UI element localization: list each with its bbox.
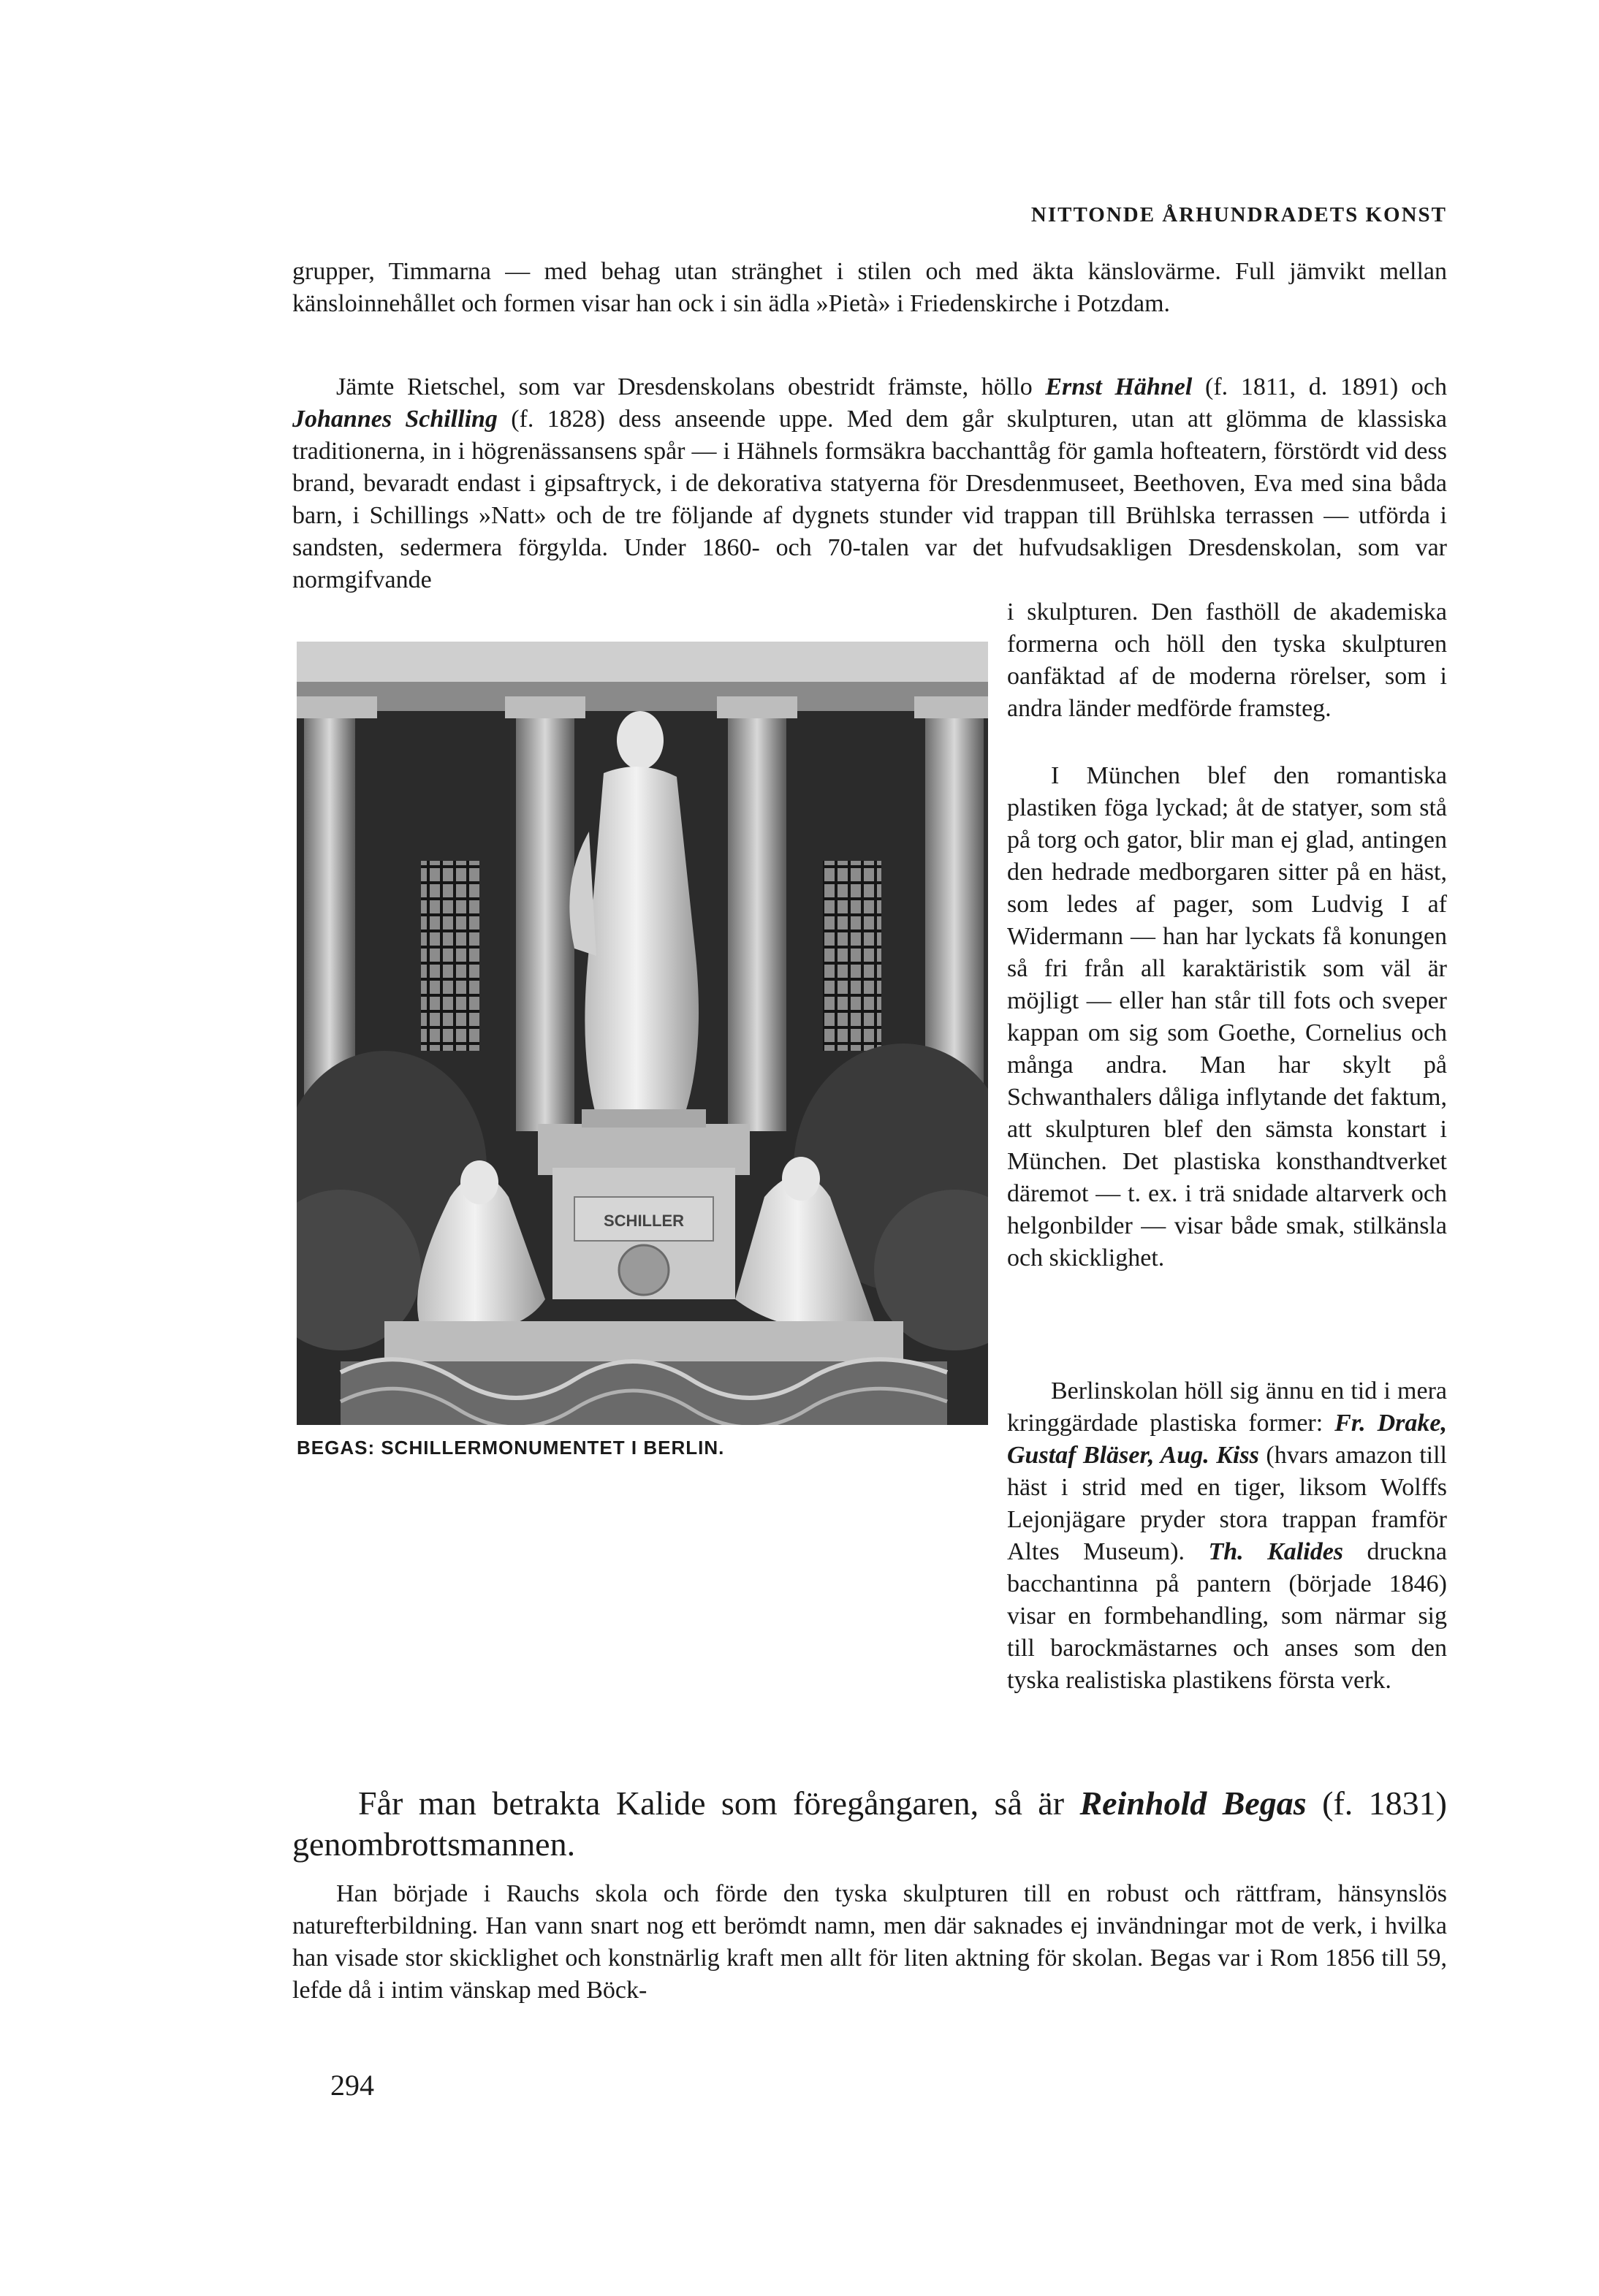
schiller-monument-photo [297, 642, 988, 1425]
names-berlin-sculptors: Fr. Drake, Gustaf Bläser, Aug. Kiss [1007, 1410, 1447, 1469]
name-ernst-hahnel: Ernst Hähnel [1045, 373, 1193, 400]
paragraph-munich: I München blef den romantiska plastiken föga lyckad; åt de statyer, som stå på torg och gator, blir man ej glad, antingen den hedrade medborgaren sitter på en häst, som ledes af pager, som Ludvig I af Widermann — han har lyckats få konungen så fri från all karaktäristik som väl är möjligt — eller han står till fots och sveper kappan om sig som Goethe, Cornelius och många andra. Man har skylt på Schwanthalers dåliga inflytande det faktum, att skulpturen blef den sämsta konstart i München. Det plastiska konsthandtverket däremot — t. ex. i trä snidade altarverk och helgonbilder — visar både smak, stilkänsla och skicklighet. [1007, 762, 1447, 1271]
name-th-kalides: Th. Kalides [1208, 1538, 1344, 1565]
paragraph-academic: i skulpturen. Den fasthöll de akademiska formerna och höll den tyska skulpturen oanfäktad af de moderna rörelser, som i andra länder medförde framsteg. [1007, 598, 1447, 722]
paragraph-dresden-school: Jämte Rietschel, som var Dresdenskolans obestridt främste, höllo Ernst Hähnel (f. 1811, d. 1891) och Johannes Schilling (f. 1828) dess anseende uppe. Med dem går skulpturen, utan att glömma de klassiska traditionerna, in i högrenässansens spår — i Hähnels formsäkra bacchanttåg för gamla hofteatern, förstördt vid dess brand, bevaradt endast i gipsaftryck, i de dekorativa statyerna för Dresdenmuseet, Beethoven, Eva med sina båda barn, i Schillings »Natt» och de tre följande af dygnets stunder vid trappan till Brühlska terrassen — utförda i sandsten, sedermera förgylda. Under 1860- och 70-talen var det hufvudsakligen Dresdenskolan, som var normgifvande [292, 373, 1447, 593]
plinth-inscription: SCHILLER [604, 1212, 684, 1230]
lead-sentence: Får man betrakta Kalide som föregångaren, så är Reinhold Begas (f. 1831) genombrottsmannen. [292, 1784, 1447, 1863]
figure-caption: BEGAS: SCHILLERMONUMENTET I BERLIN. [297, 1437, 725, 1459]
running-head: NITTONDE ÅRHUNDRADETS KONST [1030, 203, 1447, 227]
paragraph-intro: grupper, Timmarna — med behag utan stränghet i stilen och med äkta känslovärme. Full jämvikt mellan känsloinnehållet och formen visar han ock i sin ädla »Pietà» i Friedenskirche i Potzdam. [292, 258, 1447, 317]
paragraph-begas: Han började i Rauchs skola och förde den tyska skulpturen till en robust och rättfram, hänsynslös naturefterbildning. Han vann snart nog ett berömdt namn, men där saknades ej invändningar mot de verk, i hvilka han visade stor skicklighet och konstnärlig kraft men allt för liten aktning för skolan. Begas var i Rom 1856 till 59, lefde då i intim vänskap med Böck- [292, 1880, 1447, 2004]
name-reinhold-begas: Reinhold Begas [1079, 1784, 1307, 1822]
page-number: 294 [330, 2069, 374, 2102]
name-johannes-schilling: Johannes Schilling [292, 406, 498, 433]
paragraph-berlin-school: Berlinskolan höll sig ännu en tid i mera kringgärdade plastiska former: Fr. Drake, Gustaf Bläser, Aug. Kiss (hvars amazon till häst i strid med en tiger, liksom Wolffs Lejonjägare pryder stora trappan framför Altes Museum). Th. Kalides druckna bacchantinna på pantern (började 1846) visar en formbehandling, som närmar sig till barockmästarnes och anses som den tyska realistiska plastikens första verk. [1007, 1377, 1447, 1694]
